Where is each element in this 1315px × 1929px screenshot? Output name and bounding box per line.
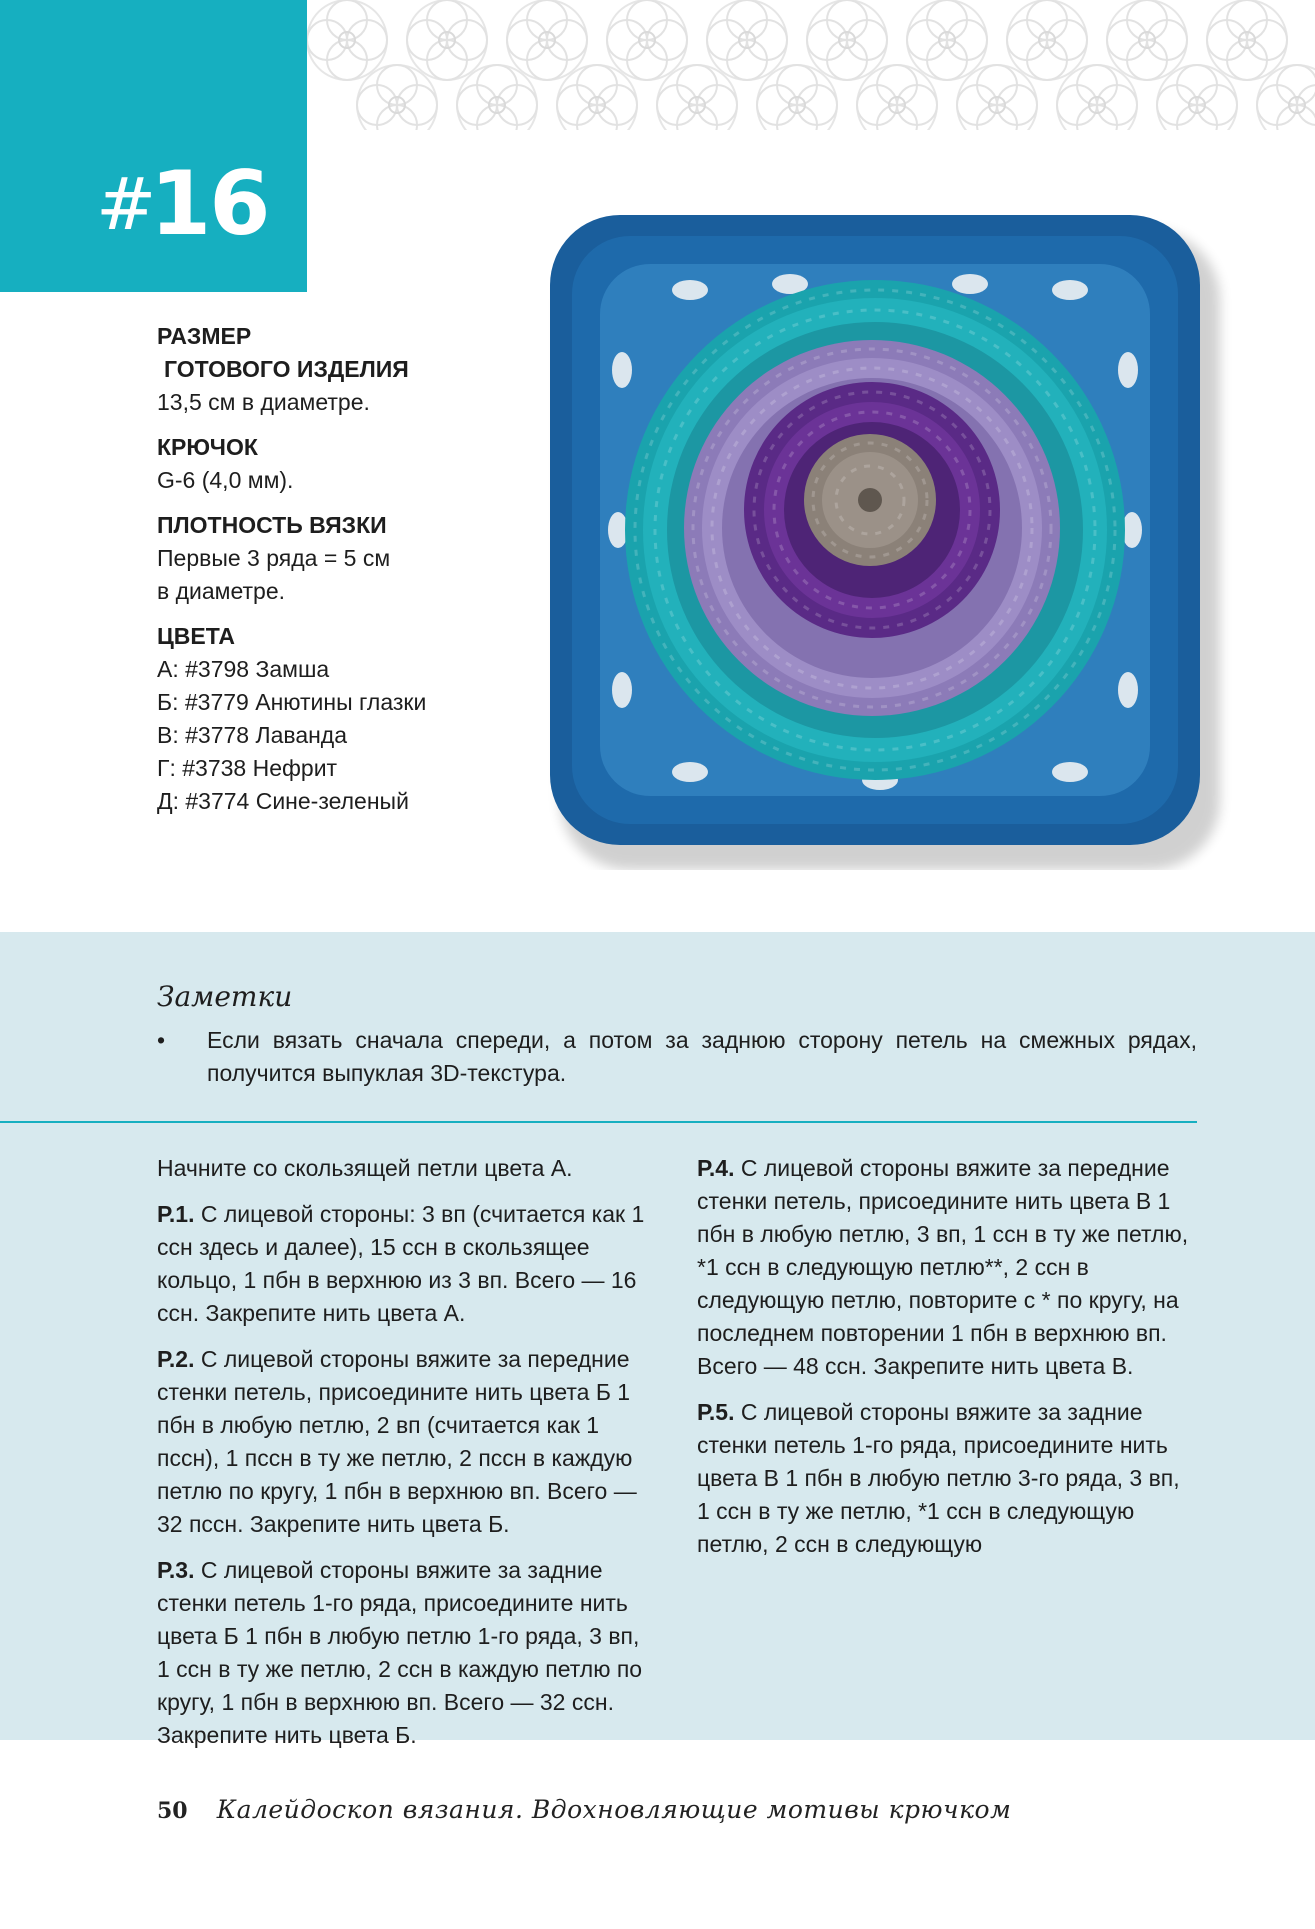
page-number: 50 [157,1798,188,1824]
crochet-square-illustration [500,180,1260,870]
round-label: Р.4. [697,1155,735,1181]
instructions-column-right [697,1152,1197,1574]
round-4 [697,1152,1197,1383]
notes-item-text: Если вязать сначала спереди, а потом за заднюю сторону петель на смежных рядах, получится выпуклая 3D-текстура. [207,1027,1197,1086]
color-item: В: #3778 Лаванда [157,722,348,748]
intro-text: Начните со скользящей петли цвета А. [157,1155,573,1181]
round-1 [157,1198,657,1330]
gauge-value: Первые 3 ряда = 5 см [157,545,391,571]
pattern-number-block [0,0,307,292]
size-heading-cont: ГОТОВОГО ИЗДЕЛИЯ [164,356,409,382]
gauge-heading: ПЛОТНОСТЬ ВЯЗКИ [157,512,387,538]
color-item: Г: #3738 Нефрит [157,755,338,781]
size-heading: РАЗМЕР [157,323,252,349]
round-text: С лицевой стороны вяжите за задние стенки петель 1-го ряда, присоедините нить цвета В 1 пбн в любую петлю 3-го ряда, 3 вп, 1 ссн в ту же петлю, *1 ссн в следующую петлю, 2 ссн в следующую [697,1399,1180,1557]
book-title: Калейдоскоп вязания. Вдохновляющие мотивы крючком [216,1795,1012,1824]
notes-list-item [157,1024,1197,1090]
instructions-column-left [157,1152,657,1765]
round-5 [697,1396,1197,1561]
crochet-square-photo [500,180,1260,870]
round-label: Р.3. [157,1557,195,1583]
color-item: А: #3798 Замша [157,656,330,682]
round-label: Р.2. [157,1346,195,1372]
bullet: • [157,1027,166,1053]
color-item: Д: #3774 Сине-зеленый [157,788,409,814]
round-2 [157,1343,657,1541]
color-item: Б: #3779 Анютины глазки [157,689,427,715]
gauge-value-cont: в диаметре. [157,578,286,604]
lace-pattern [307,0,1315,130]
pattern-number: 16 [150,152,269,255]
decorative-lace-band [307,0,1315,130]
size-value: 13,5 см в диаметре. [157,389,370,415]
round-text: С лицевой стороны вяжите за передние стенки петель, присоедините нить цвета Б 1 пбн в любую петлю, 2 вп (считается как 1 пссн), 1 пссн в ту же петлю, 2 пссн в каждую петлю по кругу, 1 пбн в верхнюю вп. Всего — 32 пссн. Закрепите нить цвета Б. [157,1346,637,1537]
round-text: С лицевой стороны вяжите за передние стенки петель, присоедините нить цвета В 1 пбн в любую петлю, 3 вп, 1 ссн в ту же петлю, *1 ссн в следующую петлю**, 2 ссн в следующую петлю, повторите с * по кругу, на последнем повторении 1 пбн в верхнюю вп. Всего — 48 ссн. Закрепите нить цвета В. [697,1155,1189,1379]
round-text: С лицевой стороны вяжите за задние стенки петель 1-го ряда, присоедините нить цвета Б 1 пбн в любую петлю 1-го ряда, 3 вп, 1 ссн в ту же петлю, 2 ссн в каждую петлю по кругу, 1 пбн в верхнюю вп. Всего — 32 ссн. Закрепите нить цвета Б. [157,1557,643,1748]
round-3 [157,1554,657,1752]
round-label: Р.5. [697,1399,735,1425]
pattern-hash: # [96,162,157,246]
specifications [157,320,517,818]
notes-title: Заметки [157,980,293,1013]
hook-value: G-6 (4,0 мм). [157,467,294,493]
page-footer [157,1795,1011,1824]
round-label: Р.1. [157,1201,195,1227]
colors-heading: ЦВЕТА [157,623,235,649]
hook-heading: КРЮЧОК [157,434,258,460]
round-text: С лицевой стороны: 3 вп (считается как 1 ссн здесь и далее), 15 ссн в скользящее кольцо, 1 пбн в верхнюю из 3 вп. Всего — 16 ссн. Закрепите нить цвета А. [157,1201,645,1326]
divider-rule [0,1121,1197,1123]
